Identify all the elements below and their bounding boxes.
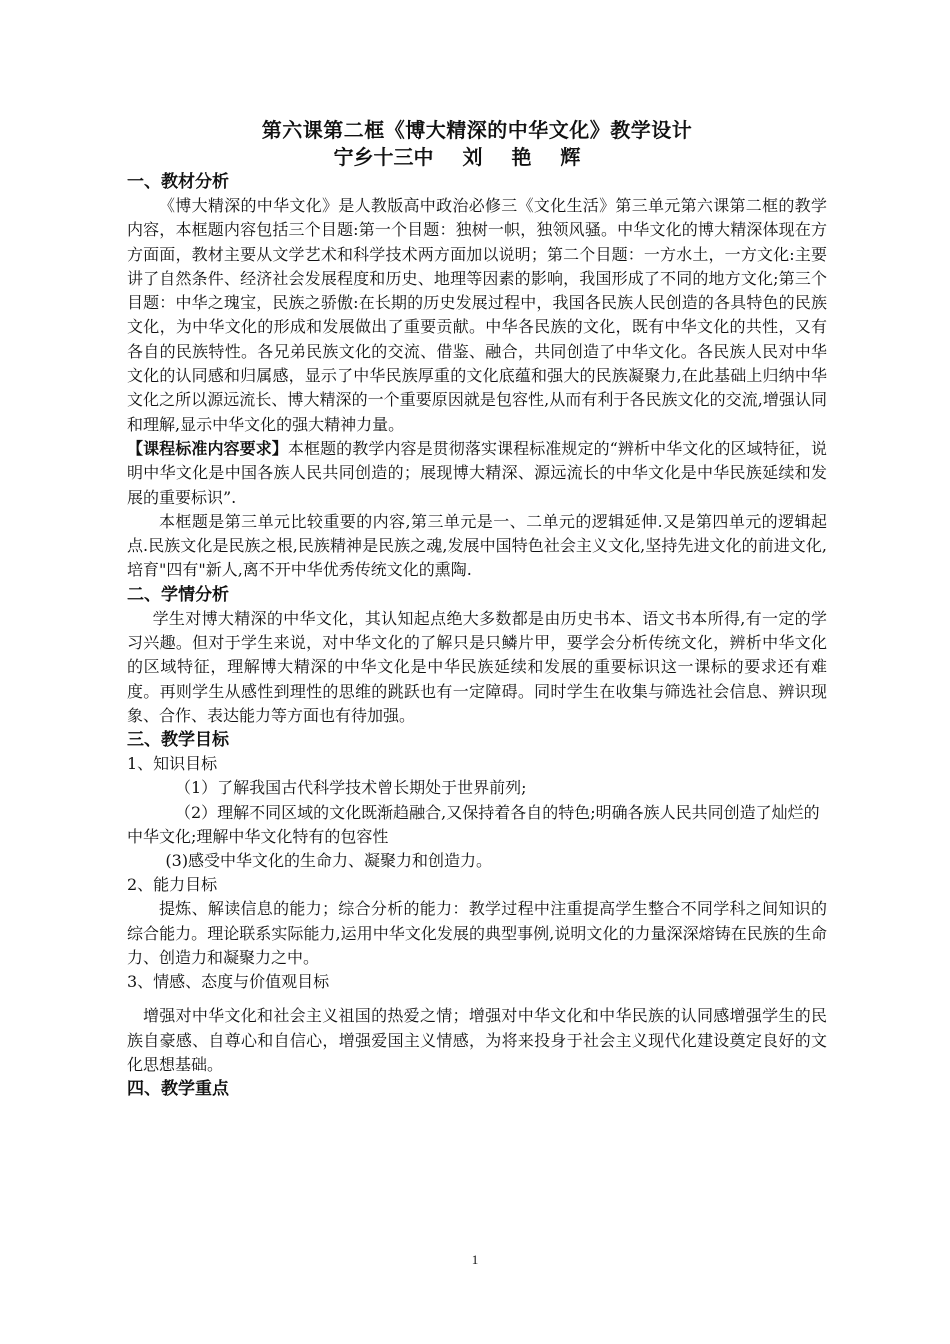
- section-heading-teaching-objectives: 三、教学目标: [127, 730, 229, 751]
- curriculum-standard-paragraph: [127, 437, 827, 510]
- section-heading-teaching-focus: 四、教学重点: [127, 1079, 229, 1100]
- ability-objective-paragraph: 提炼、解读信息的能力；综合分析的能力：教学过程中注重提高学生整合不同学科之间知识的综合能力。理论联系实际能力,运用中华文化发展的典型事例,说明文化的力量深深熔铸在民族的生命力、创造力和凝聚力之中。: [127, 899, 827, 968]
- section-heading-student-analysis: 二、学情分析: [127, 584, 229, 605]
- curriculum-standard-label: 【课程标准内容要求】: [127, 438, 288, 458]
- page-number: 1: [471, 1252, 479, 1267]
- document-title: 第六课第二框《博大精深的中华文化》教学设计: [261, 118, 693, 142]
- knowledge-objective-item-1: （1）了解我国古代科学技术曾长期处于世界前列;: [175, 778, 527, 798]
- spacer: [127, 994, 827, 1004]
- knowledge-objective-item-2: （2）理解不同区域的文化既渐趋融合,又保持着各自的特色;明确各族人民共同创造了灿烂的中华文化;理解中华文化特有的包容性: [127, 802, 820, 846]
- knowledge-objective-heading: 1、知识目标: [127, 754, 218, 774]
- curriculum-standard-text: 本框题的教学内容是贯彻落实课程标准规定的“辨析中华文化的区域特征，说明中华文化是中国各族人民共同创造的；展现博大精深、源远流长的中华文化是中华民族延续和发展的重要标识”.: [127, 438, 827, 507]
- ability-objective-heading: 2、能力目标: [127, 875, 218, 895]
- section-heading-textbook-analysis: 一、教材分析: [127, 172, 229, 192]
- textbook-analysis-paragraph: 《博大精深的中华文化》是人教版高中政治必修三《文化生活》第三单元第六课第二框的教学内容，本框题内容包括三个目题:第一个目题：独树一帜，独领风骚。中华文化的博大精深体现在方方面面，教材主要从文学艺术和科学技术两方面加以说明；第二个目题：一方水土，一方文化:主要讲了自然条件、经济社会发展程度和历史、地理等因素的影响，我国形成了不同的地方文化;第三个目题：中华之瑰宝，民族之骄傲:在长期的历史发展过程中，我国各民族人民创造的各具特色的民族文化，为中华文化的形成和发展做出了重要贡献。中华各民族的文化，既有中华文化的共性，又有各自的民族特性。各兄弟民族文化的交流、借鉴、融合，共同创造了中华文化。各民族人民对中华文化的认同感和归属感，显示了中华民族厚重的文化底蕴和强大的民族凝聚力,在此基础上归纳中华文化之所以源远流长、博大精深的一个重要原因就是包容性,从而有利于各民族文化的交流,增强认同和理解,显示中华文化的强大精神力量。: [127, 196, 827, 434]
- unit-logic-paragraph: 本框题是第三单元比较重要的内容,第三单元是一、二单元的逻辑延伸.又是第四单元的逻辑起点.民族文化是民族之根,民族精神是民族之魂,发展中国特色社会主义文化,坚持先进文化的前进文化,培育"四有"新人,离不开中华优秀传统文化的熏陶.: [127, 511, 827, 580]
- emotion-objective-heading: 3、情感、态度与价值观目标: [127, 972, 330, 992]
- knowledge-objective-item-3: (3)感受中华文化的生命力、凝聚力和创造力。: [165, 851, 493, 871]
- emotion-objective-paragraph: 增强对中华文化和社会主义祖国的热爱之情；增强对中华文化和中华民族的认同感增强学生的民族自豪感、自尊心和自信心，增强爱国主义情感，为将来投身于社会主义现代化建设奠定良好的文化思想基础。: [127, 1006, 827, 1074]
- author-line: 宁乡十三中 刘 艳 辉: [333, 145, 581, 169]
- document-page: [127, 116, 827, 1101]
- student-analysis-paragraph: 学生对博大精深的中华文化，其认知起点绝大多数都是由历史书本、语文书本所得,有一定的学习兴趣。但对于学生来说，对中华文化的了解只是只鳞片甲，要学会分析传统文化，辨析中华文化的区域特征，理解博大精深的中华文化是中华民族延续和发展的重要标识这一课标的要求还有难度。再则学生从感性到理性的思维的跳跃也有一定障碍。同时学生在收集与筛选社会信息、辨识现象、合作、表达能力等方面也有待加强。: [127, 608, 827, 725]
